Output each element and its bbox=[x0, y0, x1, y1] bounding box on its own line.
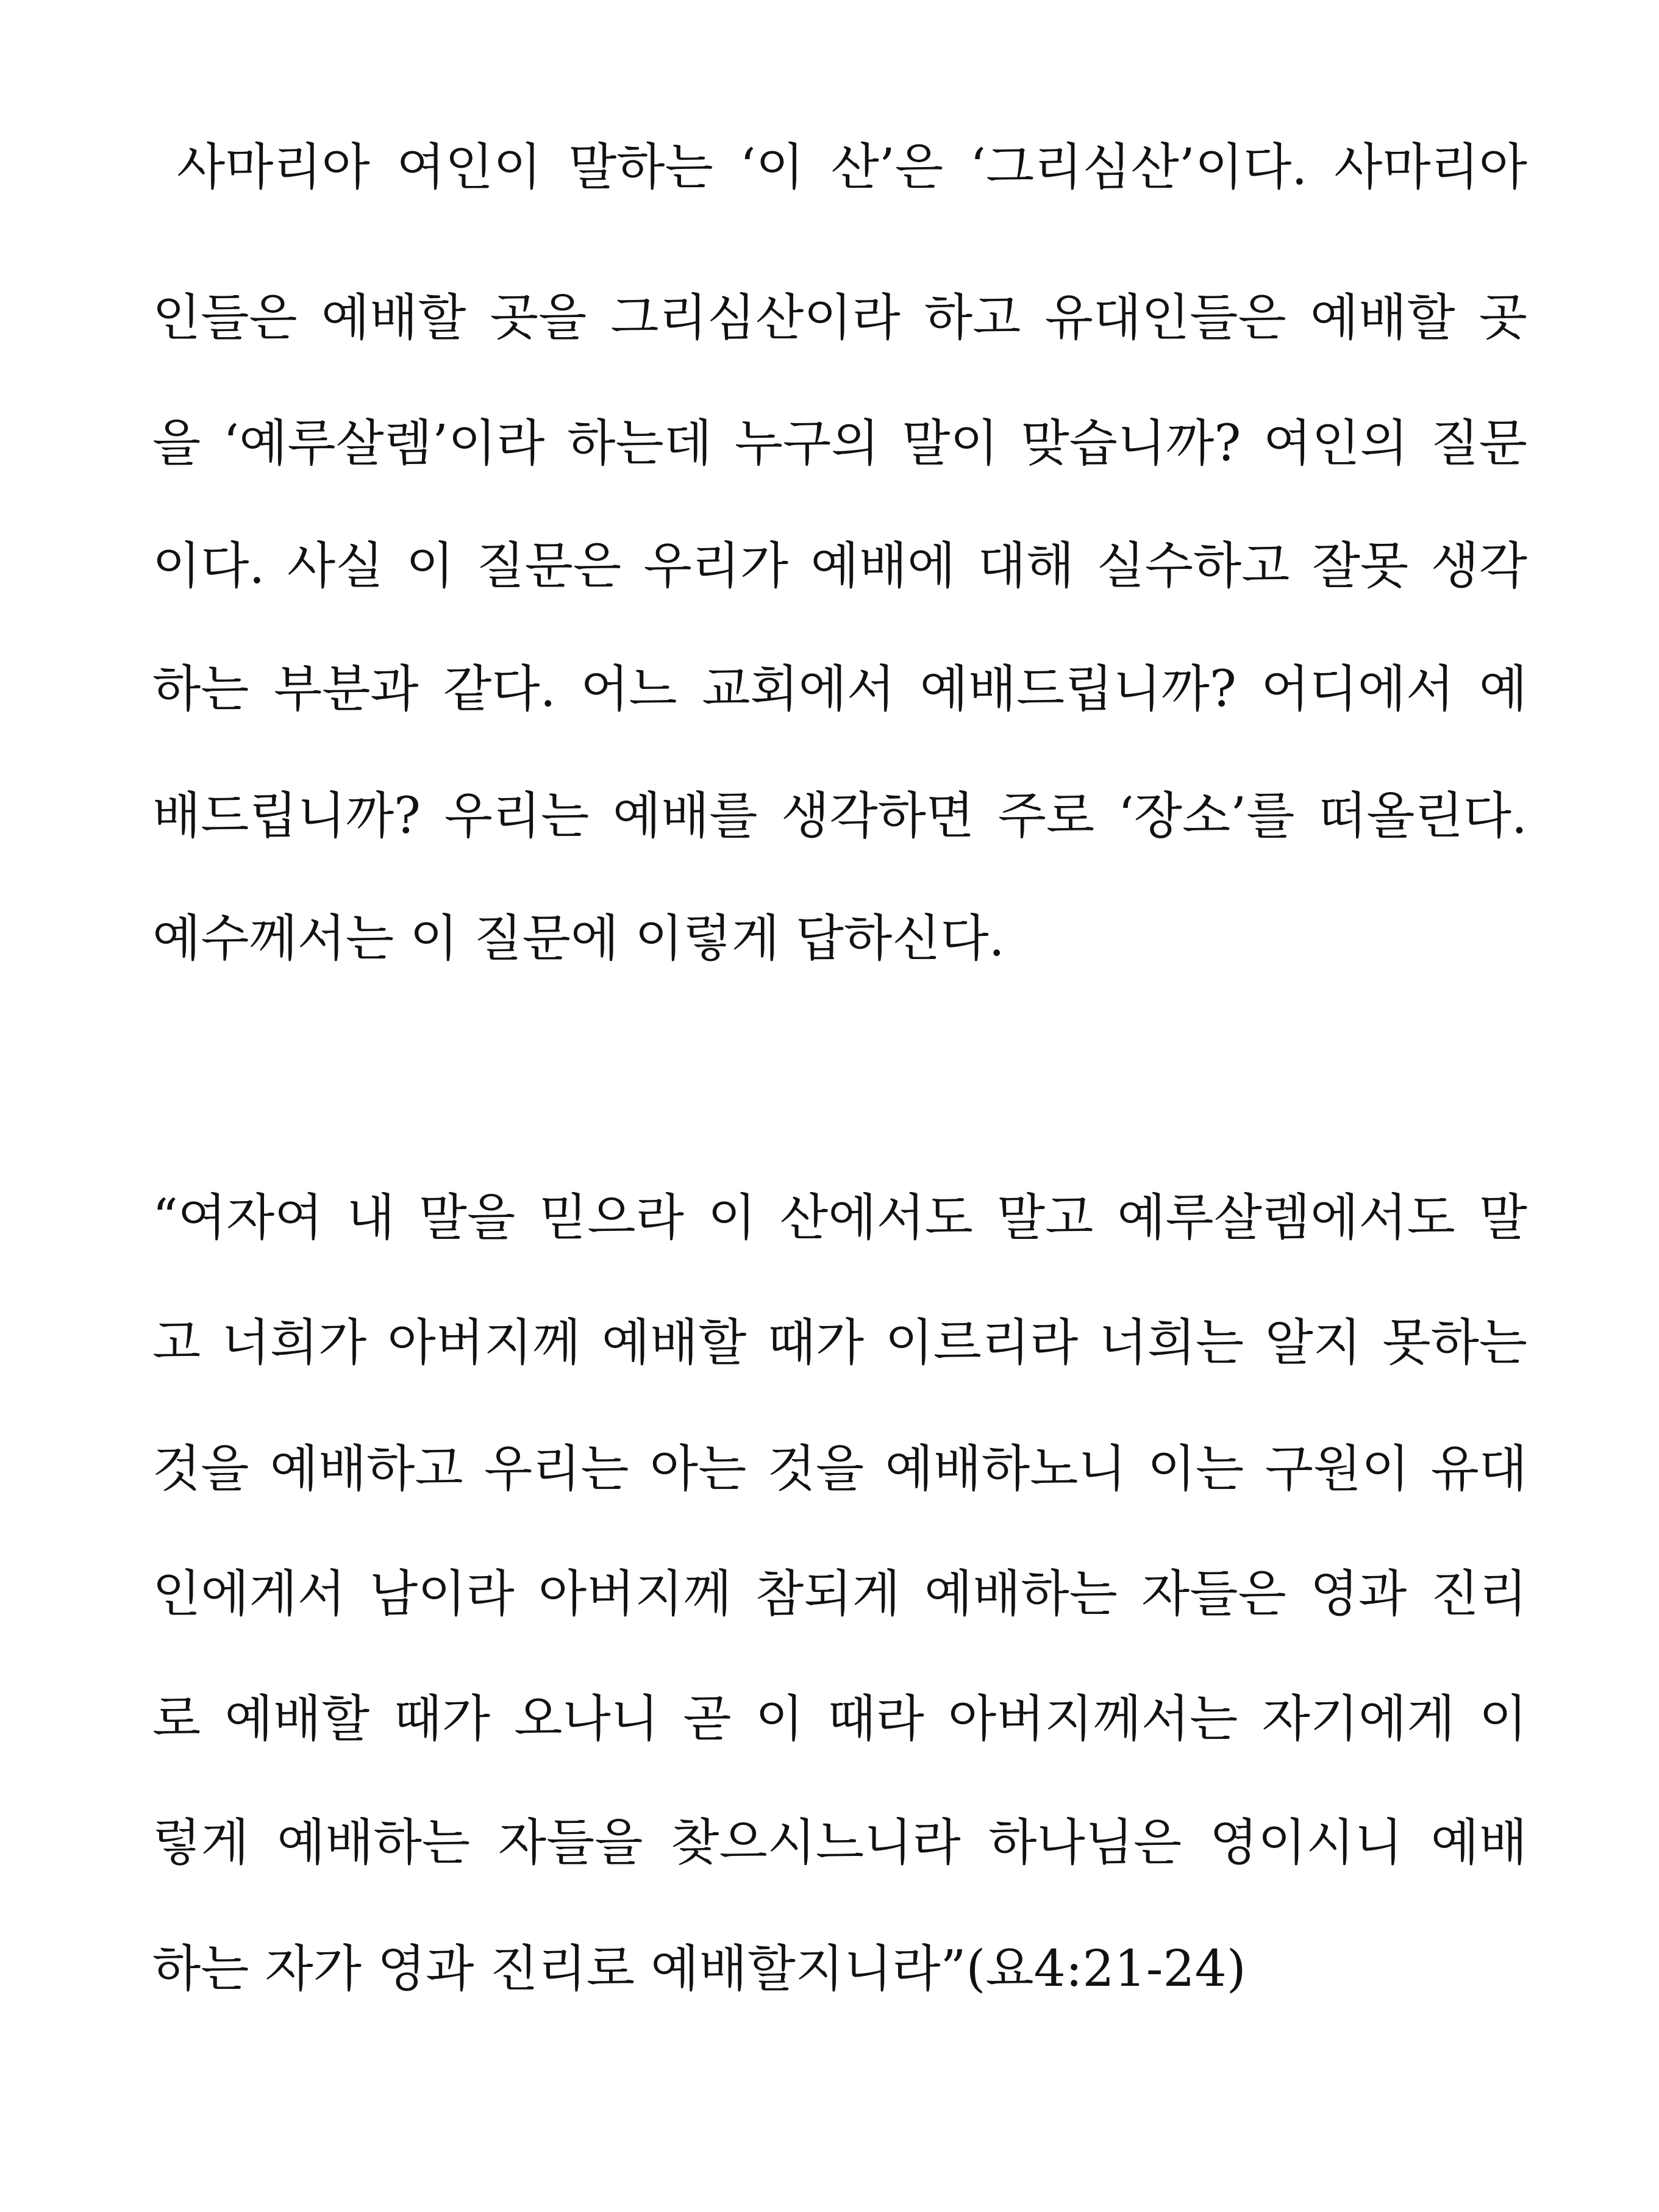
paragraph-2-line-1: “여자여 내 말을 믿으라 이 산에서도 말고 예루살렘에서도 말 bbox=[152, 1189, 1527, 1247]
paragraph-2-line-3: 것을 예배하고 우리는 아는 것을 예배하노니 이는 구원이 유대 bbox=[152, 1440, 1527, 1498]
paragraph-2-line-6: 렇게 예배하는 자들을 찾으시느니라 하나님은 영이시니 예배 bbox=[152, 1814, 1527, 1872]
paragraph-1-line-3: 을 ‘예루살렘’이라 하는데 누구의 말이 맞습니까? 여인의 질문 bbox=[152, 415, 1527, 473]
paragraph-1-line-4: 이다. 사실 이 질문은 우리가 예배에 대해 실수하고 잘못 생각 bbox=[152, 537, 1527, 595]
paragraph-2-line-5: 로 예배할 때가 오나니 곧 이 때라 아버지께서는 자기에게 이 bbox=[152, 1690, 1527, 1748]
paragraph-2-line-2: 고 너희가 아버지께 예배할 때가 이르리라 너희는 알지 못하는 bbox=[152, 1314, 1527, 1372]
paragraph-1-line-7: 예수께서는 이 질문에 이렇게 답하신다. bbox=[152, 910, 1005, 968]
paragraph-1-line-6: 배드립니까? 우리는 예배를 생각하면 주로 ‘장소’를 떠올린다. bbox=[152, 787, 1527, 845]
paragraph-1-line-1: 사마리아 여인이 말하는 ‘이 산’은 ‘그리심산’이다. 사마리아 bbox=[177, 138, 1527, 196]
paragraph-1-line-2: 인들은 예배할 곳을 그리심산이라 하고 유대인들은 예배할 곳 bbox=[152, 289, 1527, 347]
paragraph-2-line-4: 인에게서 남이라 아버지께 참되게 예배하는 자들은 영과 진리 bbox=[152, 1565, 1527, 1623]
paragraph-2-line-7: 하는 자가 영과 진리로 예배할지니라”(요4:21-24) bbox=[152, 1940, 1246, 1998]
paragraph-1-line-5: 하는 부분과 같다. 어느 교회에서 예배드립니까? 어디에서 예 bbox=[152, 660, 1527, 718]
